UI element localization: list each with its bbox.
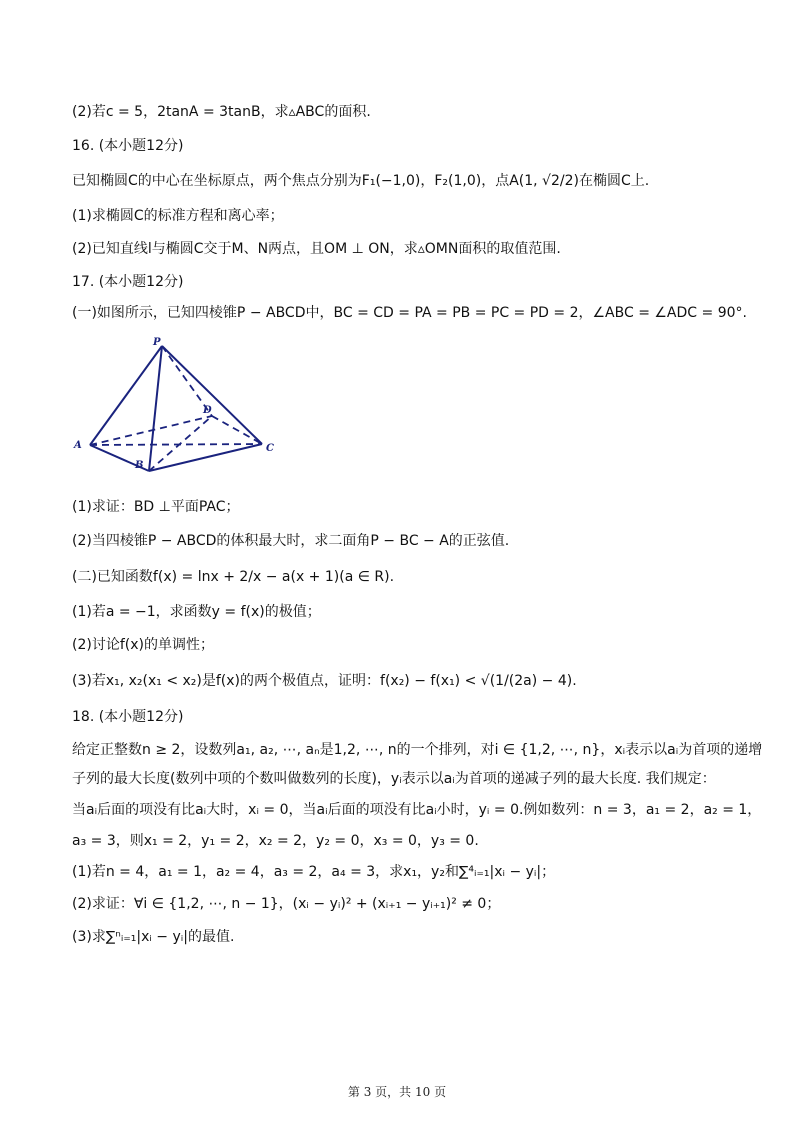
q17-partB-3: (3)若x₁, x₂(x₁ < x₂)是f(x)的两个极值点，证明：f(x₂) − f(x₁) < √(1/(2a) − 4).	[72, 673, 577, 689]
label-d: D	[203, 405, 212, 416]
diagonal-ac	[90, 444, 262, 445]
q18-stem-3: 当aᵢ后面的项没有比aᵢ大时，xᵢ = 0，当aᵢ后面的项没有比aᵢ小时，yᵢ = 0.例如数列：n = 3，a₁ = 2，a₂ = 1，	[72, 802, 762, 818]
label-b: B	[135, 460, 144, 471]
q18-part2: (2)求证：∀i ∈ {1,2, ⋯, n − 1}，(xᵢ − yᵢ)² + (xᵢ₊₁ − yᵢ₊₁)² ≠ 0；	[72, 896, 501, 912]
edge-pc	[162, 346, 262, 444]
q17-partA-2: (2)当四棱锥P − ABCD的体积最大时，求二面角P − BC − A的正弦值.	[72, 533, 510, 549]
q18-heading: 18. (本小题12分)	[72, 709, 184, 725]
q18-stem-1: 给定正整数n ≥ 2，设数列a₁, a₂, ⋯, aₙ是1,2, ⋯, n的一个排列，对i ∈ {1,2, ⋯, n}，xᵢ表示以aᵢ为首项的递增	[72, 742, 763, 758]
label-p: P	[153, 337, 161, 348]
q16-stem: 已知椭圆C的中心在坐标原点，两个焦点分别为F₁(−1,0)，F₂(1,0)，点A(1, √2/2)在椭圆C上.	[72, 173, 650, 189]
q15-part2: (2)若c = 5，2tanA = 3tanB，求▵ABC的面积.	[72, 104, 371, 120]
label-c: C	[266, 443, 274, 454]
q17-partB-stem: (二)已知函数f(x) = lnx + 2/x − a(x + 1)(a ∈ R).	[72, 569, 395, 585]
label-a: A	[74, 440, 82, 451]
q18-stem-2: 子列的最大长度(数列中项的个数叫做数列的长度)，yᵢ表示以aᵢ为首项的递减子列的最大长度. 我们规定：	[72, 771, 716, 787]
q16-part1: (1)求椭圆C的标准方程和离心率；	[72, 208, 284, 224]
q18-part3: (3)求∑ⁿᵢ₌₁|xᵢ − yᵢ|的最值.	[72, 929, 235, 945]
edge-bc	[149, 444, 262, 471]
edge-pb	[149, 346, 162, 471]
pyramid-figure	[66, 332, 296, 472]
page-footer: 第 3 页，共 10 页	[347, 1085, 447, 1099]
q17-heading: 17. (本小题12分)	[72, 274, 184, 290]
q18-stem-4: a₃ = 3，则x₁ = 2，y₁ = 2，x₂ = 2，y₂ = 0，x₃ = 0，y₃ = 0.	[72, 833, 479, 849]
q18-part1: (1)若n = 4，a₁ = 1，a₂ = 4，a₃ = 2，a₄ = 3，求x₁，y₂和∑⁴ᵢ₌₁|xᵢ − yᵢ|；	[72, 864, 556, 880]
q17-partB-2: (2)讨论f(x)的单调性；	[72, 637, 214, 653]
q16-heading: 16. (本小题12分)	[72, 138, 184, 154]
q17-partA-stem: (一)如图所示，已知四棱锥P − ABCD中，BC = CD = PA = PB = PC = PD = 2，∠ABC = ∠ADC = 90°.	[72, 305, 747, 321]
q17-partA-1: (1)求证：BD ⊥平面PAC；	[72, 499, 240, 515]
q16-part2: (2)已知直线l与椭圆C交于M、N两点，且OM ⊥ ON，求▵OMN面积的取值范围.	[72, 241, 561, 257]
q17-partB-1: (1)若a = −1，求函数y = f(x)的极值；	[72, 604, 321, 620]
